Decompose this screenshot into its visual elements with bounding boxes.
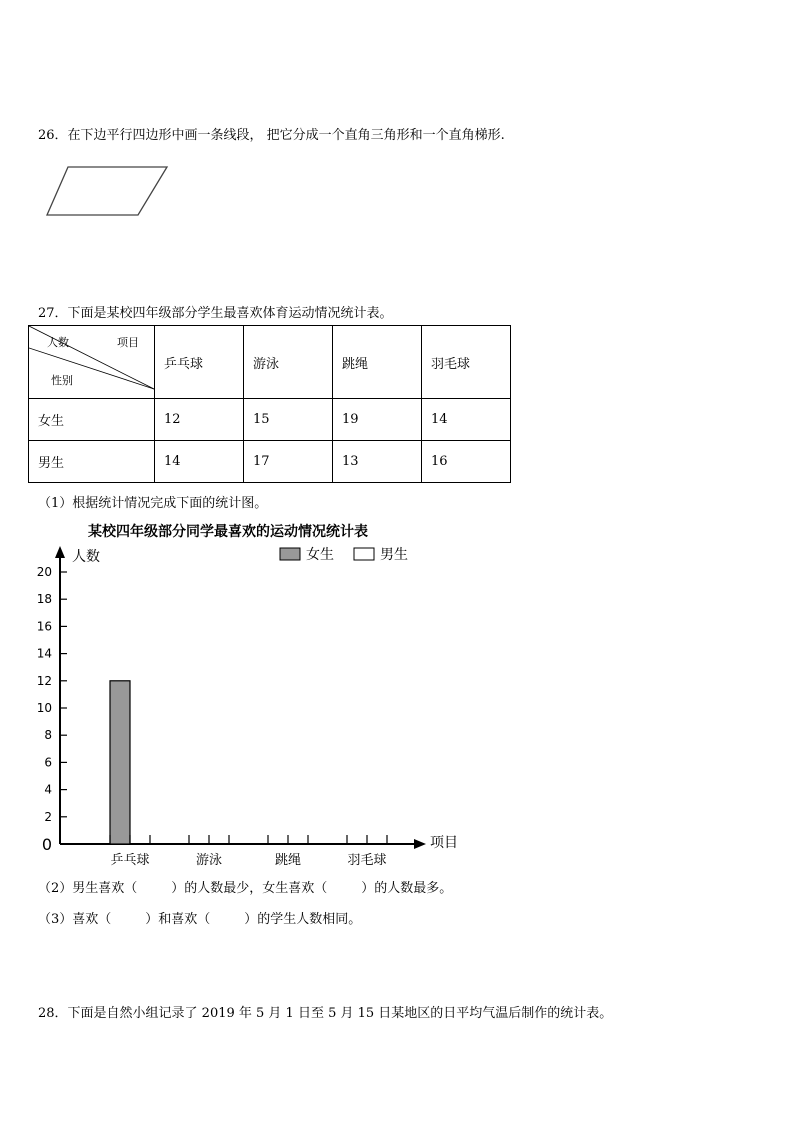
x-category-label: 羽毛球 bbox=[347, 853, 387, 868]
x-axis-arrow bbox=[414, 839, 426, 849]
parallelogram-shape bbox=[47, 167, 167, 215]
table-cell: 17 bbox=[244, 441, 333, 483]
y-tick-label: 4 bbox=[44, 782, 52, 797]
sub3-text-b: ）和喜欢（ bbox=[145, 912, 211, 927]
table-col-header: 乒乓球 bbox=[155, 326, 244, 399]
table-cell: 12 bbox=[155, 399, 244, 441]
table-cell: 14 bbox=[422, 399, 511, 441]
table-cell: 14 bbox=[155, 441, 244, 483]
legend-swatch-boys bbox=[354, 548, 374, 560]
x-category-label: 跳绳 bbox=[274, 853, 302, 868]
sports-stats-table bbox=[28, 325, 511, 483]
table-cell: 19 bbox=[333, 399, 422, 441]
legend-swatch-girls bbox=[280, 548, 300, 560]
table-cell: 13 bbox=[333, 441, 422, 483]
y-tick-label: 20 bbox=[36, 565, 52, 579]
sub3-text-c: ）的学生人数相同。 bbox=[244, 912, 362, 927]
y-tick-label: 12 bbox=[36, 673, 52, 688]
question-27: 27．下面是某校四年级部分学生最喜欢体育运动情况统计表。 bbox=[38, 306, 393, 321]
sub2-text-a: （2）男生喜欢（ bbox=[38, 881, 138, 896]
y-tick-label: 6 bbox=[44, 755, 52, 770]
y-tick-label: 18 bbox=[36, 592, 52, 607]
table-corner-cell bbox=[29, 326, 155, 399]
legend-label-girls: 女生 bbox=[306, 547, 334, 563]
corner-label-count: 人数 bbox=[47, 336, 69, 349]
chart-y-axis-label: 人数 bbox=[72, 549, 100, 565]
question-28: 28．下面是自然小组记录了 2019 年 5 月 1 日至 5 月 15 日某地区的日平均气温后制作的统计表。 bbox=[38, 1006, 613, 1021]
table-header-row bbox=[29, 326, 511, 399]
y-axis-arrow bbox=[55, 546, 65, 558]
table-row bbox=[29, 399, 511, 441]
chart-x-axis-label: 项目 bbox=[430, 835, 458, 851]
table-row-label: 女生 bbox=[29, 399, 155, 441]
sub3-text-a: （3）喜欢（ bbox=[38, 912, 112, 927]
table-col-header: 游泳 bbox=[244, 326, 333, 399]
parallelogram-figure bbox=[40, 160, 180, 230]
table-col-header: 羽毛球 bbox=[422, 326, 511, 399]
table-cell: 16 bbox=[422, 441, 511, 483]
x-category-label: 游泳 bbox=[195, 853, 223, 868]
sports-bar-chart bbox=[28, 518, 478, 868]
corner-label-gender: 性别 bbox=[51, 374, 73, 387]
table-row bbox=[29, 441, 511, 483]
y-tick-label: 8 bbox=[44, 728, 52, 743]
sub-question-1: （1）根据统计情况完成下面的统计图。 bbox=[38, 496, 268, 511]
question-26: 26．在下边平行四边形中画一条线段， 把它分成一个直角三角形和一个直角梯形. bbox=[38, 128, 505, 143]
y-tick-label: 14 bbox=[36, 646, 52, 661]
table-col-header: 跳绳 bbox=[333, 326, 422, 399]
x-category-label: 乒乓球 bbox=[110, 853, 150, 868]
chart-legend bbox=[280, 546, 408, 563]
sub2-text-b: ）的人数最少，女生喜欢（ bbox=[171, 881, 328, 896]
y-tick-label: 2 bbox=[44, 809, 52, 824]
legend-label-boys: 男生 bbox=[380, 547, 408, 563]
y-tick-label: 16 bbox=[36, 619, 52, 634]
table-cell: 15 bbox=[244, 399, 333, 441]
bar-girls-0 bbox=[110, 681, 130, 844]
chart-title: 某校四年级部分同学最喜欢的运动情况统计表 bbox=[88, 524, 368, 540]
sub2-text-c: ）的人数最多。 bbox=[361, 881, 453, 896]
sub-question-2 bbox=[38, 877, 452, 896]
sub-question-3 bbox=[38, 908, 361, 927]
corner-label-project: 项目 bbox=[117, 336, 139, 349]
y-tick-label: 0 bbox=[41, 835, 52, 854]
table-row-label: 男生 bbox=[29, 441, 155, 483]
y-tick-label: 10 bbox=[36, 701, 52, 715]
